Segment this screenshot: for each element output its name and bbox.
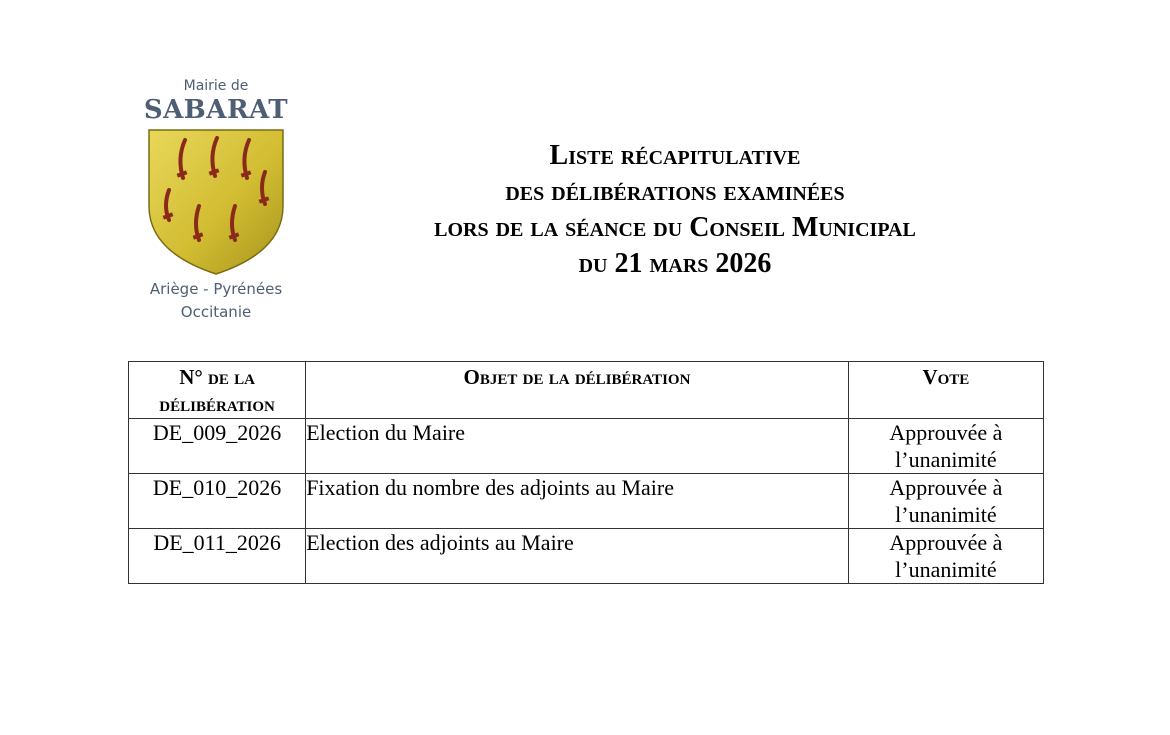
- row-vote: Approuvée à l’unanimité: [848, 474, 1043, 529]
- logo-region-line2: Occitanie: [180, 303, 252, 321]
- municipality-logo: [140, 70, 292, 332]
- row-object: Fixation du nombre des adjoints au Maire: [306, 474, 849, 529]
- header-object: Objet de la délibération: [306, 362, 849, 419]
- deliberations-table: [128, 361, 1044, 584]
- row-number: DE_009_2026: [129, 419, 306, 474]
- coat-of-arms-icon: [147, 128, 285, 276]
- title-line-3: lors de la séance du Conseil Municipal: [434, 212, 916, 243]
- title-line-4: du 21 mars 2026: [578, 248, 772, 279]
- logo-region-line1: Ariège - Pyrénées: [149, 280, 283, 298]
- header-vote: Vote: [848, 362, 1043, 419]
- logo-top-text: Mairie de: [183, 78, 249, 94]
- row-number: DE_010_2026: [129, 474, 306, 529]
- row-number: DE_011_2026: [129, 529, 306, 584]
- row-vote: Approuvée à l’unanimité: [848, 419, 1043, 474]
- row-object: Election des adjoints au Maire: [306, 529, 849, 584]
- title-line-2: des délibérations examinées: [505, 176, 845, 207]
- table-row: [129, 474, 1044, 529]
- title-line-1: Liste récapitulative: [549, 140, 801, 171]
- row-vote: Approuvée à l’unanimité: [848, 529, 1043, 584]
- document-title: [340, 138, 1010, 282]
- table-header-row: [129, 362, 1044, 419]
- table-row: [129, 529, 1044, 584]
- header-number: N° de la délibération: [129, 362, 306, 419]
- row-object: Election du Maire: [306, 419, 849, 474]
- table-row: [129, 419, 1044, 474]
- logo-town-name: SABARAT: [143, 95, 289, 125]
